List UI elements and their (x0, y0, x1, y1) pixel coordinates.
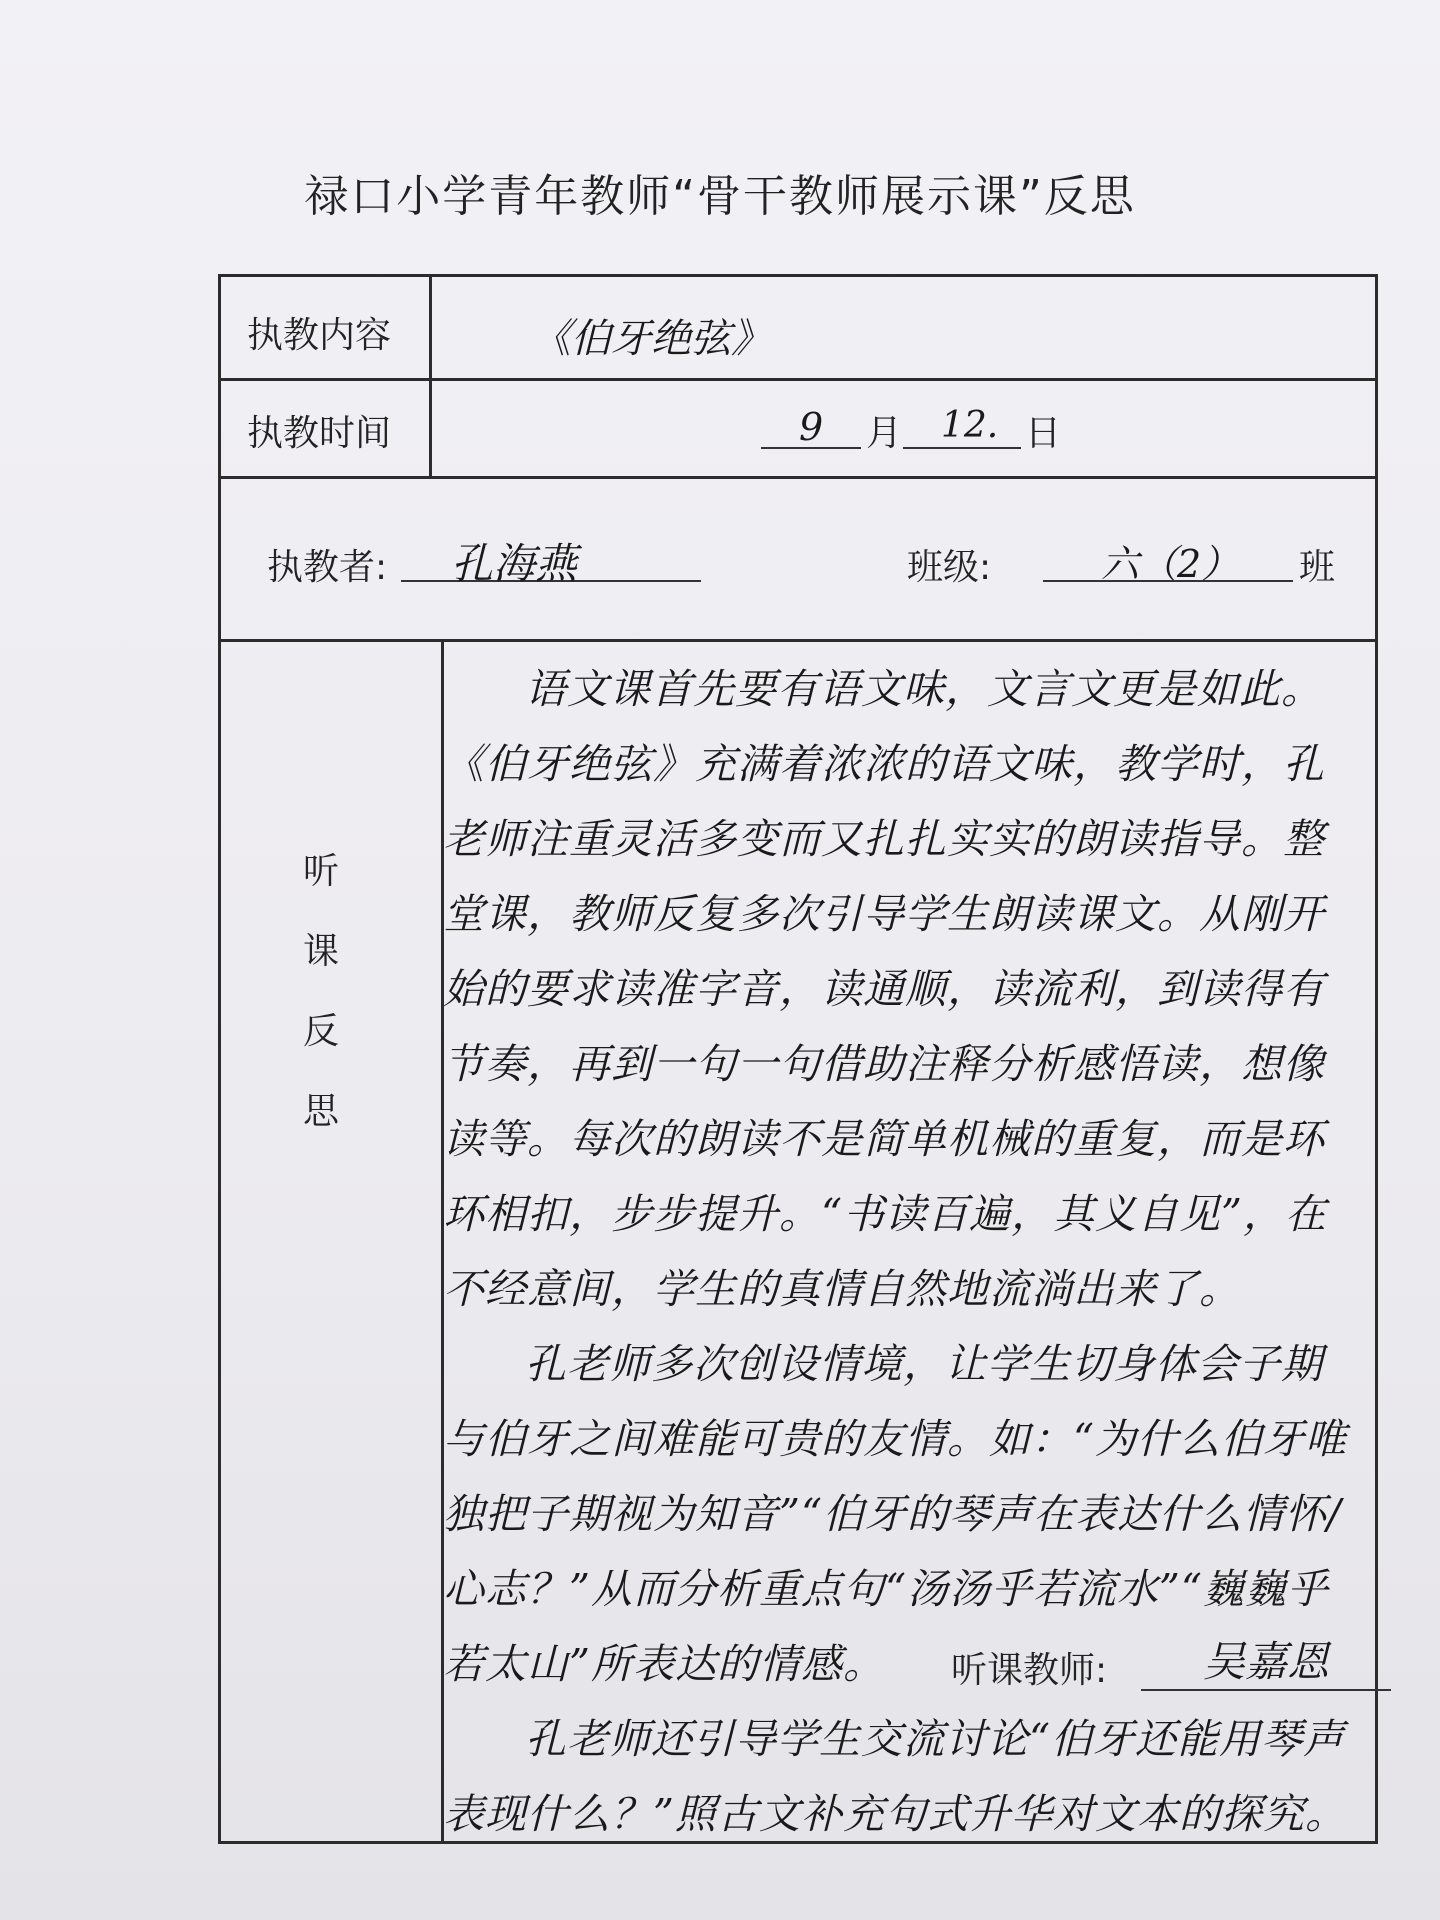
reflection-label-char: 课 (302, 931, 339, 972)
day-value: 12. (941, 405, 999, 446)
listener-signature: 吴嘉恩 (1141, 1629, 1391, 1691)
class-unit: 班 (1299, 547, 1336, 588)
column-divider (429, 277, 432, 476)
row-divider (221, 639, 1375, 642)
content-label: 执教内容 (247, 315, 392, 356)
month-unit: 月 (866, 413, 903, 454)
row-divider (221, 378, 1375, 381)
reflection-label (291, 832, 351, 1152)
teacher-name: 孔海燕 (451, 539, 578, 588)
row-divider (221, 476, 1375, 479)
teacher-label: 执教者: (267, 547, 388, 588)
class-label: 班级: (907, 547, 992, 588)
reflection-paragraph: 孔老师多次创设情境，让学生切身体会子期与伯牙之间难能可贵的友情。如：“为什么伯牙唯独把子期视为知音”“伯牙的琴声在表达什么情怀/心志？”从而分析重点句“汤汤乎若流水”“巍巍乎若太山”所表达的情感。 (443, 1340, 1347, 1688)
reflection-paragraph: 语文课首先要有语文味，文言文更是如此。《伯牙绝弦》充满着浓浓的语文味，教学时，孔老师注重灵活多变而又扎扎实实的朗读指导。整堂课，教师反复多次引导学生朗读课文。从刚开始的要求读准字音，读通顺，读流利，到读得有节奏，再到一句一句借助注释分析感悟读，想像读等。每次的朗读不是简单机械的重复，而是环环相扣，步步提升。“书读百遍，其义自见”，在不经意间，学生的真情自然地流淌出来了。 (443, 665, 1327, 1313)
reflection-form (218, 274, 1378, 1844)
reflection-label-char: 反 (302, 1011, 339, 1052)
month-value: 9 (799, 405, 824, 449)
class-value: 六（2） (1101, 542, 1240, 586)
reflection-paragraph: 孔老师还引导学生交流讨论“伯牙还能用琴声表现什么？”照古文补充句式升华对文本的探究。 (443, 1715, 1347, 1838)
reflection-label-char: 听 (302, 851, 339, 892)
day-unit: 日 (1025, 413, 1062, 454)
day-blank (903, 447, 1021, 449)
time-label: 执教时间 (247, 413, 392, 454)
document-title: 禄口小学青年教师“骨干教师展示课”反思 (304, 171, 1136, 222)
content-value: 《伯牙绝弦》 (531, 316, 771, 362)
reflection-label-char: 思 (302, 1091, 339, 1132)
listener-label: 听课教师: (951, 1650, 1108, 1691)
